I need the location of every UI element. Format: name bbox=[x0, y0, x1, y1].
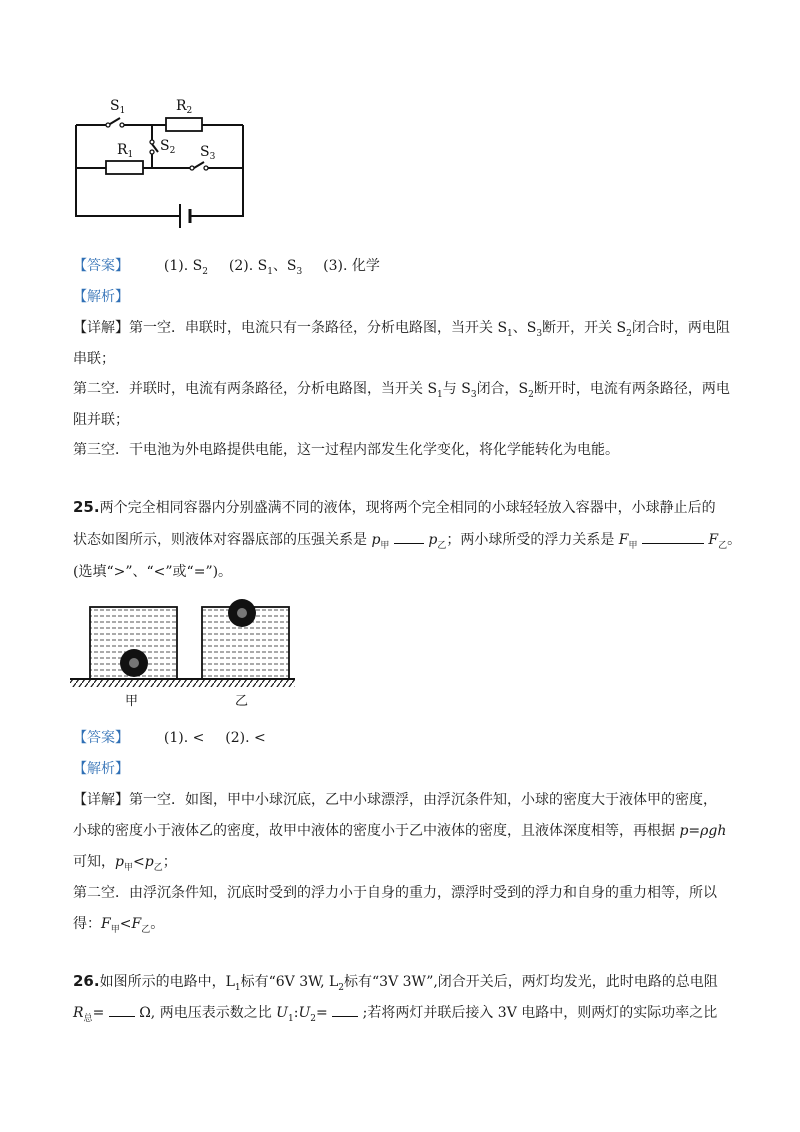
label-jia: 甲 bbox=[125, 694, 139, 709]
q25-detail-1a: 【详解】第一空．如图，甲中小球沉底，乙中小球漂浮，由浮沉条件知，小球的密度大于液体甲的密度， bbox=[73, 792, 717, 808]
q25-question-3: (选填“>”、“<”或“=”)。 bbox=[73, 564, 233, 580]
q24-detail-2: 第二空．并联时，电流有两条路径，分析电路图，当开关 $S_1$与 $S_3$闭合，$S_2$断开时，电流有两条路径，两电 bbox=[73, 381, 730, 400]
answer-tag: 【答案】 bbox=[73, 258, 129, 274]
q24-answer: 【答案】 (1). $S_2$ (2). $S_1$、$S_3$ (3). 化学 bbox=[73, 258, 380, 277]
answer-tag: 【答案】 bbox=[73, 730, 129, 746]
answer-blank-3[interactable] bbox=[109, 1004, 135, 1017]
label-r1: $R_1$ bbox=[117, 142, 134, 160]
label-s1: $S_1$ bbox=[110, 98, 126, 116]
answer-blank-2[interactable] bbox=[642, 531, 704, 544]
q24-detail-1b: 串联； bbox=[73, 351, 115, 367]
answer-blank-1[interactable] bbox=[394, 531, 424, 544]
q25-detail-2a: 第二空．由浮沉条件知，沉底时受到的浮力小于自身的重力，漂浮时受到的浮力和自身的重力相等，所以 bbox=[73, 885, 717, 901]
analysis-tag: 【解析】 bbox=[73, 289, 129, 305]
q25-detail-1c: 可知，$p_甲<p_乙$； bbox=[73, 854, 177, 873]
q26-question-2: $R_总= \Omega$, 两电压表示数之比 $U_1:U_2=$ ;若将两灯并联后接入 3V 电路中，则两灯的实际功率之比 bbox=[73, 1005, 718, 1024]
label-yi: 乙 bbox=[235, 694, 249, 709]
q24-detail-1: 【详解】第一空．串联时，电流只有一条路径，分析电路图，当开关 $S_1$、$S_3$断开，开关 $S_2$闭合时，两电阻 bbox=[73, 320, 730, 339]
q24-detail-2b: 阻并联； bbox=[73, 412, 129, 428]
q25-question-1: 25.两个完全相同容器内分别盛满不同的液体，现将两个完全相同的小球轻轻放入容器中，小球静止后的 bbox=[73, 498, 716, 516]
question-number: 25. bbox=[73, 498, 100, 516]
label-s2: $S_2$ bbox=[160, 138, 176, 156]
label-s3: $S_3$ bbox=[200, 144, 216, 162]
q25-answer: 【答案】 (1). < (2). < bbox=[73, 730, 266, 746]
q24-detail-3: 第三空．干电池为外电路提供电能，这一过程内部发生化学变化，将化学能转化为电能。 bbox=[73, 442, 619, 458]
analysis-tag: 【解析】 bbox=[73, 761, 129, 777]
answer-blank-4[interactable] bbox=[332, 1004, 358, 1017]
label-r2: $R_2$ bbox=[176, 98, 193, 116]
q25-question-2: 状态如图所示，则液体对容器底部的压强关系是 $p_甲$ $p_乙$；两小球所受的浮力关系是 $F_甲$ $F_乙$。 bbox=[73, 532, 742, 551]
q25-detail-2b: 得：$F_甲<F_乙$。 bbox=[73, 916, 165, 935]
q26-question-1: 26.如图所示的电路中，$L_1$标有“6V 3W, $L_2$标有“3V 3W”,闭合开关后，两灯均发光，此时电路的总电阻 bbox=[73, 972, 718, 993]
circuit-diagram-q24 bbox=[60, 90, 260, 240]
containers-diagram-q25 bbox=[70, 595, 295, 715]
q25-detail-1b: 小球的密度小于液体乙的密度，故甲中液体的密度小于乙中液体的密度，且液体深度相等，再根据 p=ρgh bbox=[73, 823, 727, 839]
question-number: 26. bbox=[73, 972, 100, 990]
